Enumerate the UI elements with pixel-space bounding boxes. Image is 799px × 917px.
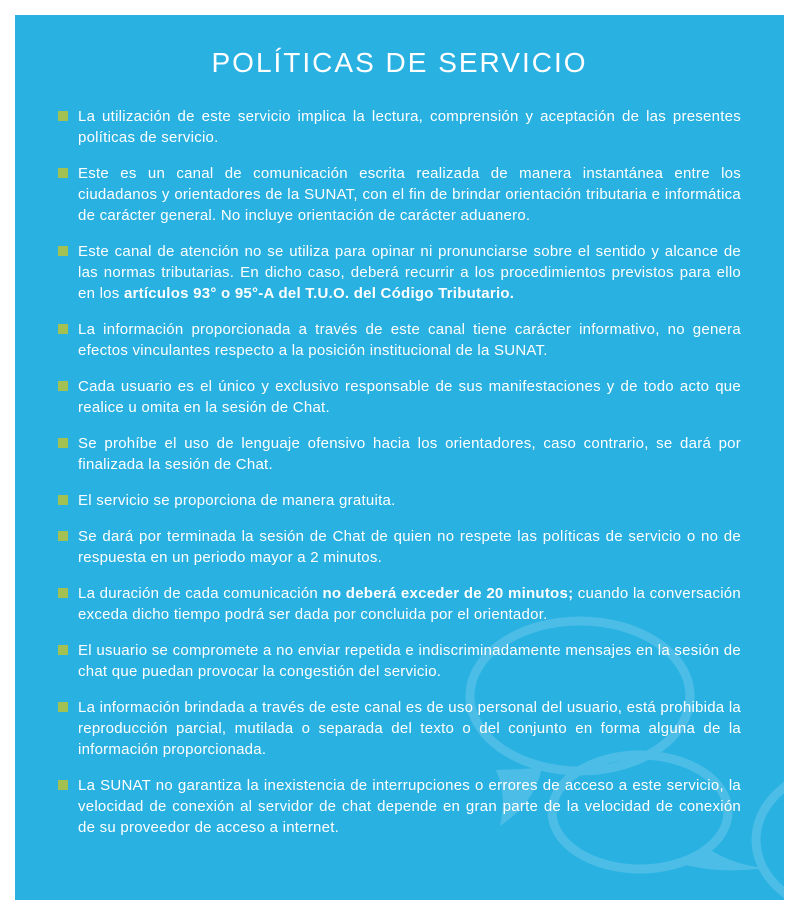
policy-text [78, 241, 741, 304]
bullet-square-icon [58, 168, 68, 178]
policy-item [58, 526, 741, 568]
policy-text-segment: El servicio se proporciona de manera gratuita. [78, 492, 396, 509]
bullet-square-icon [58, 111, 68, 121]
bullet-square-icon [58, 438, 68, 448]
speech-bubble-partial-icon [756, 766, 784, 900]
policy-text [78, 490, 741, 511]
policy-item [58, 640, 741, 682]
policy-item [58, 697, 741, 760]
policy-item [58, 490, 741, 511]
policy-text-segment: Este canal de atención no se utiliza para opinar ni pronunciarse sobre el sentido y alcance de las normas tributarias. En dicho caso, deberá recurrir a los procedimientos previstos para ello en los [78, 243, 741, 302]
policy-item [58, 433, 741, 475]
policy-item [58, 106, 741, 148]
policy-text [78, 775, 741, 838]
policy-item [58, 583, 741, 625]
policy-list [58, 106, 741, 838]
policy-text-bold-segment: no deberá exceder de 20 minutos; [322, 585, 574, 602]
bullet-square-icon [58, 324, 68, 334]
policy-text-segment: Cada usuario es el único y exclusivo responsable de sus manifestaciones y de todo acto que realice u omita en la sesión de Chat. [78, 378, 741, 416]
policy-text-segment: La información proporcionada a través de este canal tiene carácter informativo, no genera efectos vinculantes respecto a la posición institucional de la SUNAT. [78, 321, 741, 359]
bullet-square-icon [58, 246, 68, 256]
policy-text-segment: La utilización de este servicio implica la lectura, comprensión y aceptación de las presentes políticas de servicio. [78, 108, 741, 146]
policy-text [78, 106, 741, 148]
bullet-square-icon [58, 645, 68, 655]
policy-item [58, 163, 741, 226]
policy-text [78, 433, 741, 475]
policy-text [78, 376, 741, 418]
policy-text-segment: Se dará por terminada la sesión de Chat de quien no respete las políticas de servicio o no de respuesta en un periodo mayor a 2 minutos. [78, 528, 741, 566]
policy-text [78, 319, 741, 361]
bullet-square-icon [58, 531, 68, 541]
bullet-square-icon [58, 588, 68, 598]
policy-text [78, 697, 741, 760]
policy-item [58, 376, 741, 418]
bullet-square-icon [58, 702, 68, 712]
policy-text [78, 640, 741, 682]
policy-text [78, 526, 741, 568]
service-policies-panel [15, 15, 784, 900]
policy-text-segment: Este es un canal de comunicación escrita realizada de manera instantánea entre los ciudadanos y orientadores de la SUNAT, con el fin de brindar orientación tributaria e informática de carácter general. No incluye orientación de carácter aduanero. [78, 165, 741, 224]
bullet-square-icon [58, 495, 68, 505]
policy-text-segment: La información brindada a través de este canal es de uso personal del usuario, está prohibida la reproducción parcial, mutilada o separada del texto o del conjunto en forma alguna de la información proporcionada. [78, 699, 741, 758]
page-title: POLÍTICAS DE SERVICIO [211, 47, 588, 78]
policy-text-bold-segment: artículos 93° o 95°-A del T.U.O. del Código Tributario. [123, 285, 515, 302]
policy-text [78, 583, 741, 625]
policy-text [78, 163, 741, 226]
policy-text-segment: La SUNAT no garantiza la inexistencia de interrupciones o errores de acceso a este servicio, la velocidad de conexión al servidor de chat depende en gran parte de la velocidad de conexión de su proveedor de acceso a internet. [78, 777, 741, 836]
policy-item [58, 775, 741, 838]
policy-text-segment: El usuario se compromete a no enviar repetida e indiscriminadamente mensajes en la sesión de chat que puedan provocar la congestión del servicio. [78, 642, 741, 680]
bullet-square-icon [58, 780, 68, 790]
policy-text-segment: Se prohíbe el uso de lenguaje ofensivo hacia los orientadores, caso contrario, se dará por finalizada la sesión de Chat. [78, 435, 741, 473]
bullet-square-icon [58, 381, 68, 391]
policy-text-segment: La duración de cada comunicación [78, 585, 323, 602]
policy-text-segment: cuando la conversación exceda dicho tiempo podrá ser dada por concluida por el orientador. [78, 585, 741, 623]
policy-item [58, 241, 741, 304]
policy-item [58, 319, 741, 361]
